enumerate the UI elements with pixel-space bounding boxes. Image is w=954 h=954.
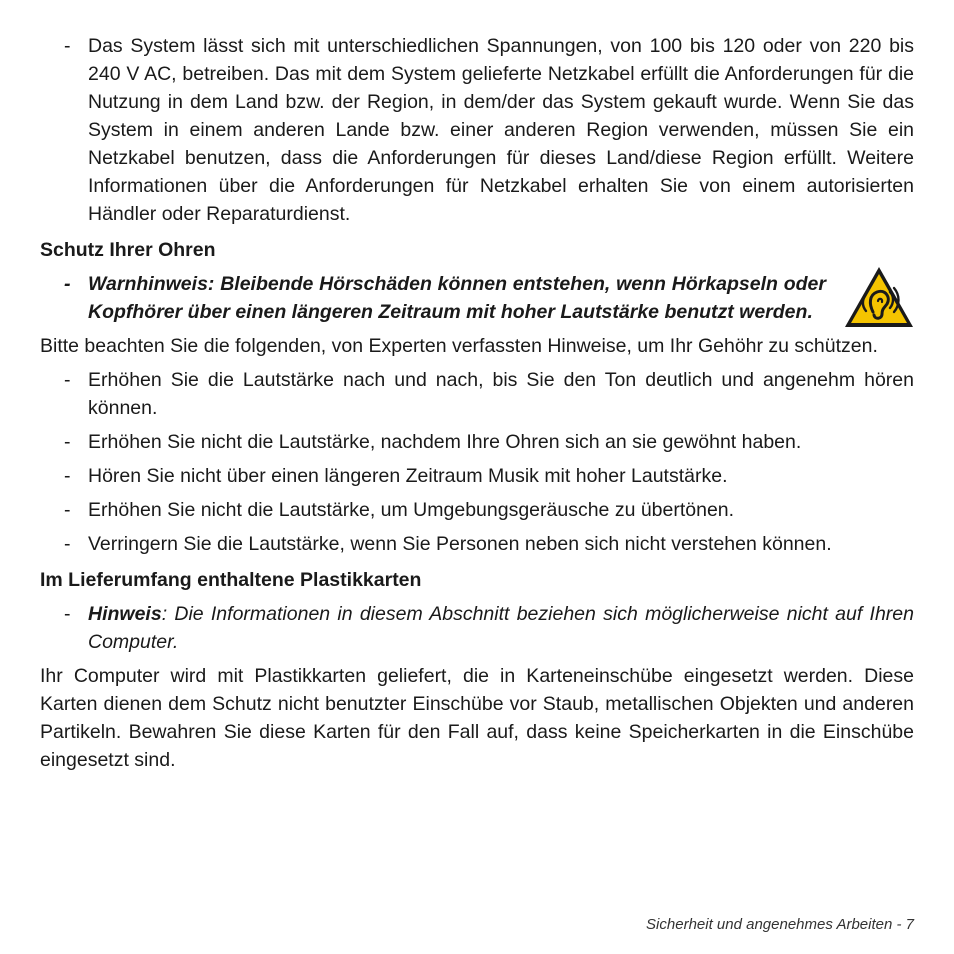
list-dash: - [64, 431, 71, 453]
page-footer: Sicherheit und angenehmes Arbeiten - 7 [646, 916, 914, 933]
list-item-text: Erhöhen Sie nicht die Lautstärke, um Umgebungsgeräusche zu übertönen. [88, 499, 735, 521]
list-dash: - [64, 369, 71, 391]
warning-block [40, 270, 914, 326]
list-item-text: Hören Sie nicht über einen längeren Zeitraum Musik mit hoher Lautstärke. [88, 465, 728, 487]
section-heading-cards: Im Lieferumfang enthaltene Plastikkarten [40, 569, 422, 591]
ears-list [40, 366, 914, 558]
list-item-text: Erhöhen Sie nicht die Lautstärke, nachdem Ihre Ohren sich an sie gewöhnt haben. [88, 431, 802, 453]
list-dash: - [64, 465, 71, 487]
list-item [40, 496, 914, 524]
hearing-warning-icon [842, 264, 916, 330]
list-dash: - [64, 603, 71, 625]
list-dash: - [64, 35, 71, 57]
note-text: : Die Informationen in diesem Abschnitt beziehen sich möglicherweise nicht auf Ihren Computer. [88, 603, 914, 653]
cards-paragraph: Ihr Computer wird mit Plastikkarten geliefert, die in Karteneinschübe eingesetzt werden. Diese Karten dienen dem Schutz nicht benutzter Einschübe vor Staub, metallischen Objekten und anderen Partikeln. Bewahren Sie diese Karten für den Fall auf, dass keine Speicherkarten in die Einschübe eingesetzt sind. [40, 665, 914, 771]
list-item [40, 530, 914, 558]
list-item [40, 462, 914, 490]
list-item-text: Das System lässt sich mit unterschiedlichen Spannungen, von 100 bis 120 oder von 220 bis 240 V AC, betreiben. Das mit dem System gelieferte Netzkabel erfüllt die Anforderungen für die Nutzung in dem Land bzw. der Region, in dem/der das System gekauft wurde. Wenn Sie das System in einem anderen Lande bzw. einer anderen Region verwenden, müssen Sie ein Netzkabel benutzen, dass die Anforderungen für dieses Land/diese Region erfüllt. Weitere Informationen über die Anforderungen für Netzkabel erhalten Sie von einem autorisierten Händler oder Reparaturdienst. [88, 35, 914, 225]
list-item-text: Verringern Sie die Lautstärke, wenn Sie Personen neben sich nicht verstehen können. [88, 533, 832, 555]
section-heading-ears: Schutz Ihrer Ohren [40, 239, 216, 261]
list-item [40, 366, 914, 422]
note-item [40, 600, 914, 656]
note-label: Hinweis [88, 603, 162, 625]
list-dash: - [64, 273, 71, 295]
list-dash: - [64, 533, 71, 555]
list-item [40, 428, 914, 456]
warning-text: Warnhinweis: Bleibende Hörschäden können entstehen, wenn Hörkapseln oder Kopfhörer über einen längeren Zeitraum mit hoher Lautstärke benutzt werden. [88, 273, 826, 323]
ears-paragraph: Bitte beachten Sie die folgenden, von Experten verfassten Hinweise, um Ihr Gehöhr zu schützen. [40, 335, 878, 357]
list-item [40, 32, 914, 228]
list-dash: - [64, 499, 71, 521]
list-item-text: Erhöhen Sie die Lautstärke nach und nach, bis Sie den Ton deutlich und angenehm hören können. [88, 369, 914, 419]
warning-item [40, 270, 826, 326]
page-content [40, 32, 914, 774]
